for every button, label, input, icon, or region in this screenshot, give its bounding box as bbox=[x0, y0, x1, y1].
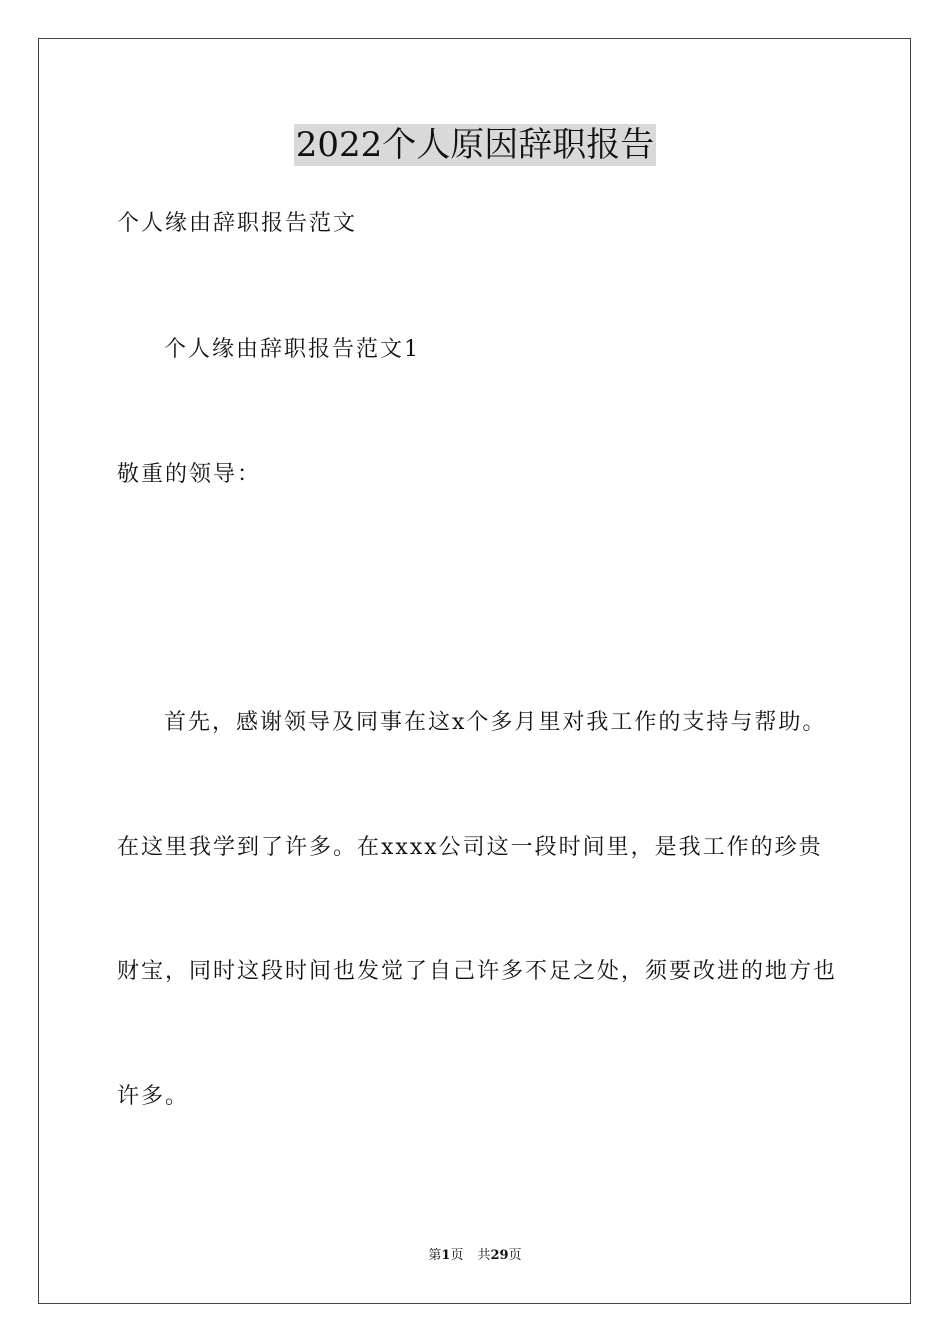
section-heading: 个人缘由辞职报告范文1 bbox=[164, 337, 420, 362]
paragraph-line: 财宝，同时这段时间也发觉了自己许多不足之处，须要改进的地方也 bbox=[117, 959, 838, 984]
salutation: 敬重的领导： bbox=[117, 462, 262, 487]
page-footer bbox=[0, 1247, 950, 1265]
footer-total-suffix: 页 bbox=[508, 1248, 522, 1263]
paragraph-line: 许多。 bbox=[117, 1084, 190, 1109]
paragraph-line: 在这里我学到了许多。在xxxx公司这一段时间里，是我工作的珍贵 bbox=[117, 835, 823, 860]
footer-total-pages: 29 bbox=[490, 1248, 509, 1263]
footer-page-prefix: 第 bbox=[428, 1248, 442, 1263]
paragraph-line: 首先，感谢领导及同事在这x个多月里对我工作的支持与帮助。 bbox=[164, 710, 827, 735]
footer-total-prefix: 共 bbox=[477, 1248, 491, 1263]
subtitle-line: 个人缘由辞职报告范文 bbox=[117, 211, 358, 236]
footer-page-number: 1 bbox=[441, 1248, 451, 1263]
document-title: 2022个人原因辞职报告 bbox=[295, 125, 655, 165]
footer-page-suffix: 页 bbox=[450, 1248, 464, 1263]
title-container bbox=[0, 124, 950, 166]
